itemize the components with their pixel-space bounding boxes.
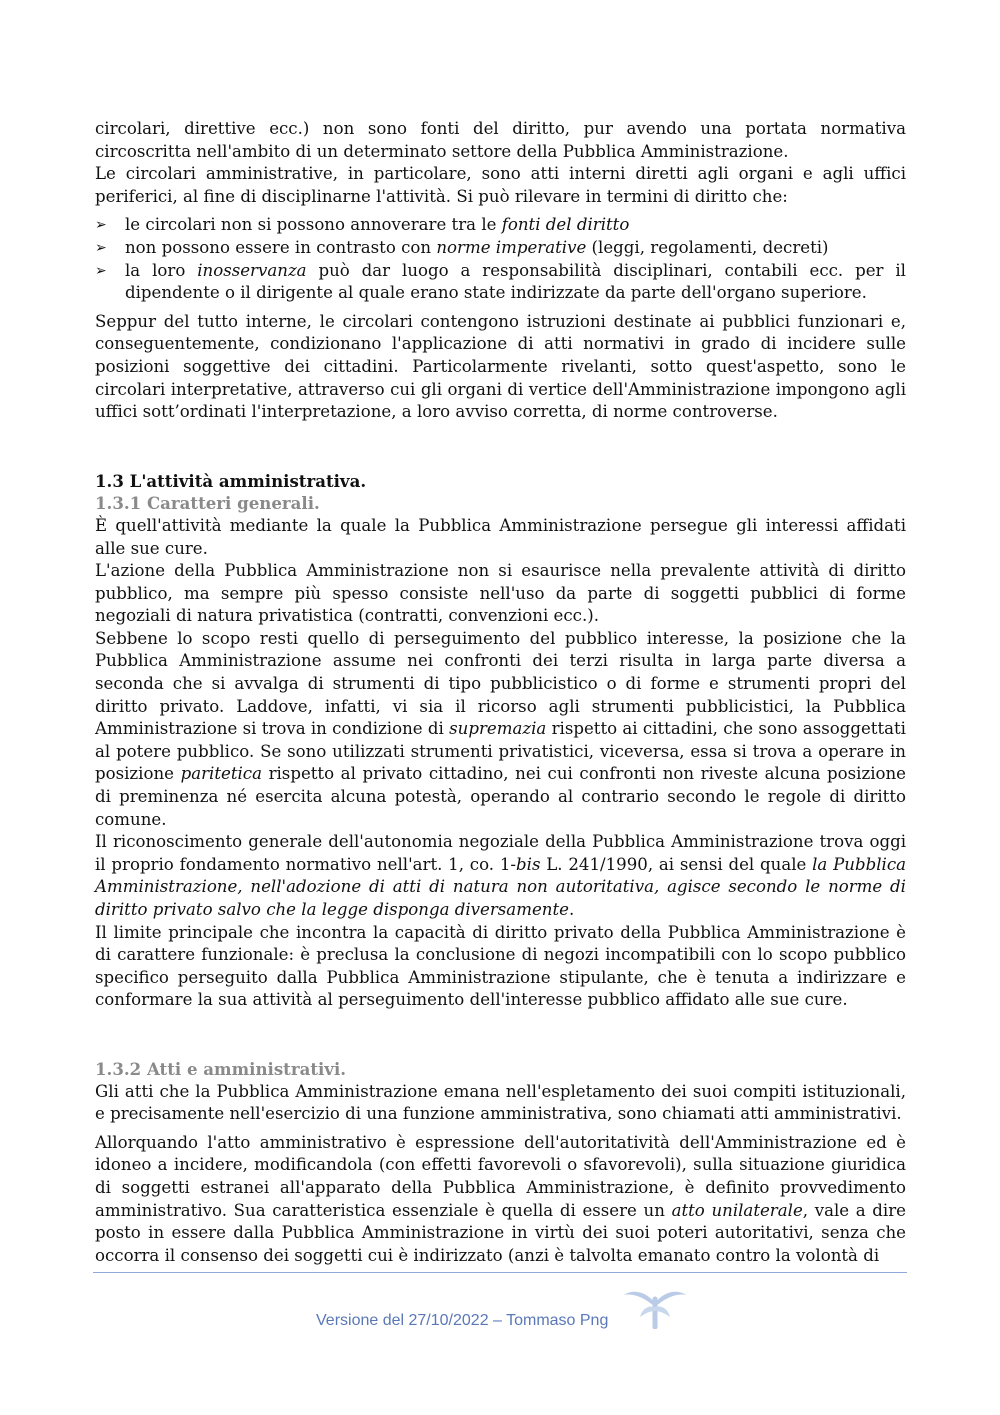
list-item: ➢ non possono essere in contrasto con norme imperative (leggi, regolamenti, decreti) (95, 237, 906, 260)
paragraph: Sebbene lo scopo resti quello di perseguimento del pubblico interesse, la posizione che la Pubblica Amministrazione assume nei confronti dei terzi risulta in larga parte diversa a seconda che si avvalga di strumenti di tipo pubblicistico o di forme e strumenti propri del diritto privato. Laddove, infatti, vi sia il ricorso agli strumenti pubblicistici, la Pubblica Amministrazione si trova in condizione di supremazia rispetto ai cittadini, che sono assoggettati al potere pubblico. Se sono utilizzati strumenti privatistici, viceversa, essa si trova a operare in posizione paritetica rispetto al privato cittadino, nei cui confronti non riveste alcuna posizione di preminenza né esercita alcuna potestà, operando al contrario secondo le regole di diritto comune. (95, 628, 906, 829)
footer-version-text: Versione del 27/10/2022 – Tommaso Png (316, 1312, 609, 1329)
list-item: ➢ la loro inosservanza può dar luogo a responsabilità disciplinari, contabili ecc. per il dipendente o il dirigente al quale erano state indirizzate da parte dell'organo superiore. (95, 260, 906, 303)
section-heading: 1.3 L'attività amministrativa. (95, 470, 367, 491)
paragraph: L'azione della Pubblica Amministrazione non si esaurisce nella prevalente attività di diritto pubblico, ma sempre più spesso consiste nell'uso da parte di soggetti pubblici di forme negoziali di natura privatistica (contratti, convenzioni ecc.). (95, 561, 906, 626)
paragraph: Seppur del tutto interne, le circolari contengono istruzioni destinate ai pubblici funzionari e, conseguentemente, condizionano l'applicazione di atti normativi in grado di incidere sulle posizioni soggettive dei cittadini. Particolarmente rivelanti, sotto quest'aspetto, sono le circolari interpretative, attraverso cui gli organi di vertice dell'Amministrazione impongono agli uffici sott’ordinati l'interpretazione, a loro avviso corretta, di norme controverse. (95, 311, 906, 422)
paragraph: Il limite principale che incontra la capacità di diritto privato della Pubblica Amministrazione è di carattere funzionale: è preclusa la conclusione di negozi incompatibili con lo scopo pubblico specifico perseguito dalla Pubblica Amministrazione stipulante, che è tenuta a indirizzare e conformare la sua attività al perseguimento dell'interesse pubblico affidato alle sue cure. (95, 922, 906, 1010)
stylized-plant-logo-icon (622, 1287, 688, 1329)
footer-divider (93, 1272, 907, 1273)
paragraph: Il riconoscimento generale dell'autonomia negoziale della Pubblica Amministrazione trova oggi il proprio fondamento normativo nell'art. 1, co. 1-bis L. 241/1990, ai sensi del quale la Pubblica Amministrazione, nell'adozione di atti di natura non autoritativa, agisce secondo le norme di diritto privato salvo che la legge disponga diversamente. (95, 832, 907, 919)
bullet-list (95, 214, 906, 304)
paragraph: È quell'attività mediante la quale la Pubblica Amministrazione persegue gli interessi affidati alle sue cure. (95, 515, 906, 558)
document-body (95, 118, 906, 1267)
subsection-heading: 1.3.1 Caratteri generali. (95, 493, 320, 514)
list-item: ➢ le circolari non si possono annoverare tra le fonti del diritto (95, 214, 906, 237)
paragraph: Le circolari amministrative, in particolare, sono atti interni diretti agli organi e agli uffici periferici, al fine di disciplinarne l'attività. Si può rilevare in termini di diritto che: (95, 164, 906, 206)
paragraph: circolari, direttive ecc.) non sono fonti del diritto, pur avendo una portata normativa circoscritta nell'ambito di un determinato settore della Pubblica Amministrazione. (95, 119, 906, 161)
paragraph: Allorquando l'atto amministrativo è espressione dell'autoritatività dell'Amministrazione ed è idoneo a incidere, modificandola (con effetti favorevoli o sfavorevoli), sulla situazione giuridica di soggetti estranei all'apparato della Pubblica Amministrazione, è definito provvedimento amministrativo. Sua caratteristica essenziale è quella di essere un atto unilaterale, vale a dire posto in essere dalla Pubblica Amministrazione in virtù dei suoi poteri autoritativi, senza che occorra il consenso dei soggetti cui è indirizzato (anzi è talvolta emanato contro la volontà di (95, 1132, 906, 1265)
paragraph: Gli atti che la Pubblica Amministrazione emana nell'espletamento dei suoi compiti istituzionali, e precisamente nell'esercizio di una funzione amministrativa, sono chiamati atti amministrativi. (95, 1081, 906, 1124)
arrow-bullet-icon: ➢ (95, 239, 107, 256)
subsection-heading: 1.3.2 Atti e amministrativi. (95, 1058, 347, 1079)
arrow-bullet-icon: ➢ (95, 217, 107, 234)
arrow-bullet-icon: ➢ (95, 262, 107, 279)
